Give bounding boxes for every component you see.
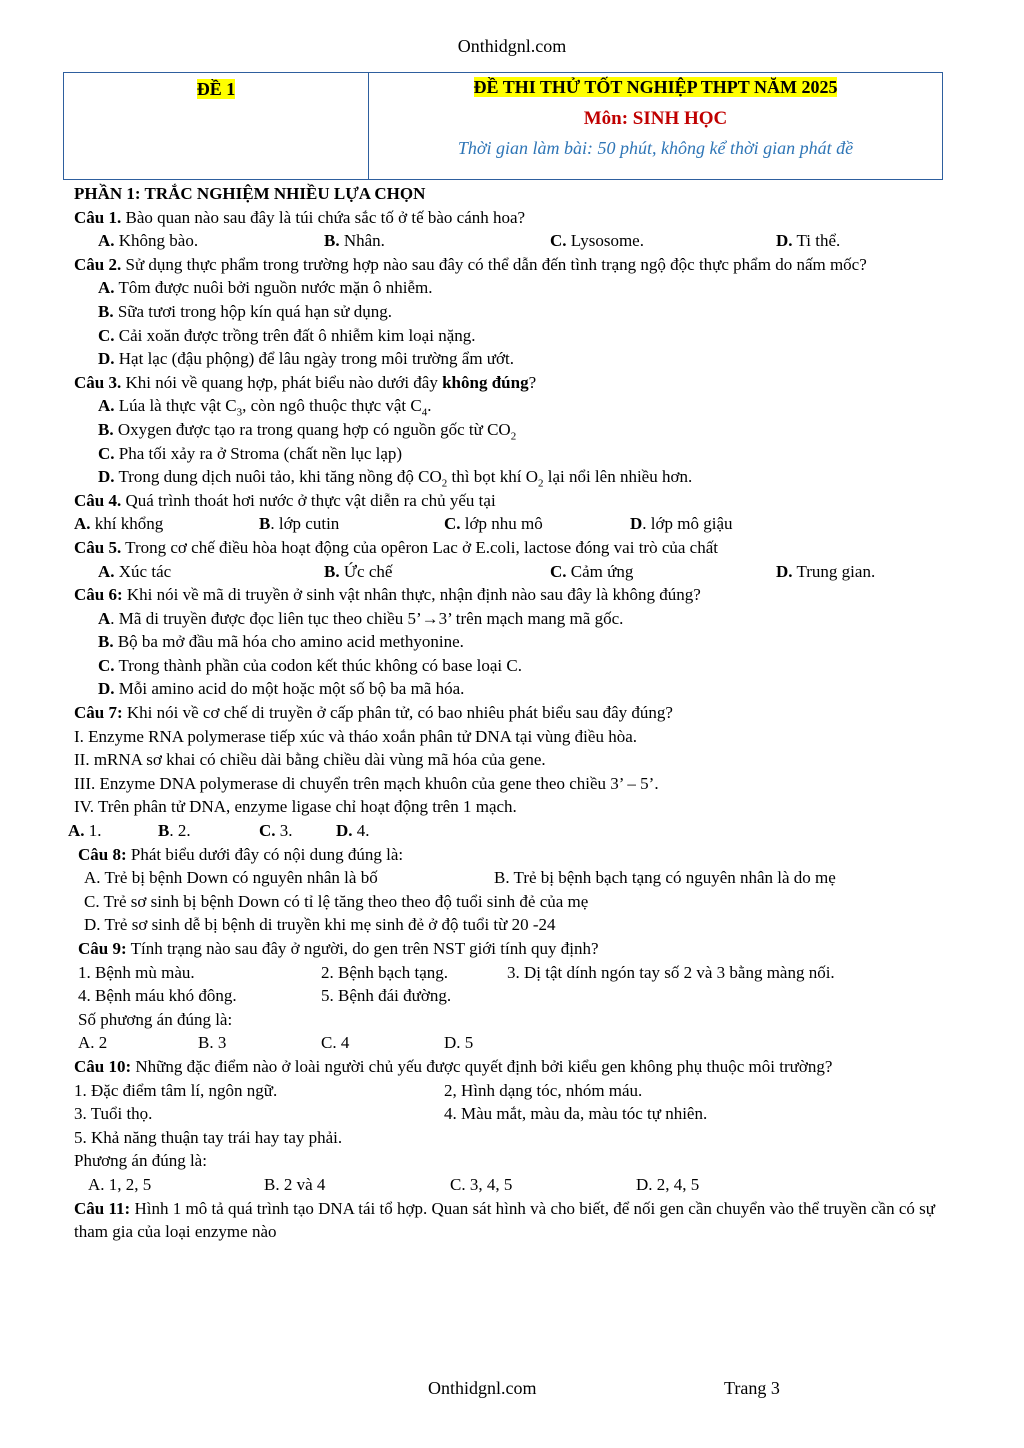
option-a: A. Tôm được nuôi bởi nguồn nước mặn ô nhiễm. (98, 278, 433, 298)
option-d: D. Trung gian. (776, 561, 876, 581)
q10-options (74, 1173, 954, 1197)
option-d: D. 4. (336, 821, 370, 841)
exam-title: ĐỀ THI THỬ TỐT NGHIỆP THPT NĂM 2025 (473, 77, 838, 97)
option-d: D. Hạt lạc (đậu phộng) để lâu ngày trong môi trường ẩm ướt. (98, 349, 514, 369)
option-c: C. Pha tối xảy ra ở Stroma (chất nền lục lạp) (98, 443, 403, 463)
option-b: B. lớp cutin (259, 514, 340, 534)
option-a: A. Không bào. (98, 231, 199, 251)
exam-header-box (63, 72, 943, 180)
question-text: Bào quan nào sau đây là túi chứa sắc tố ở tế bào cánh hoa? (121, 207, 526, 227)
question-5: Câu 5. Trong cơ chế điều hòa hoạt động của opêron Lac ở E.coli, lactose đóng vai trò của chất (74, 537, 718, 557)
option-a: A. Lúa là thực vật $C_3$, còn ngô thuộc thực vật $C_4$. (98, 396, 432, 419)
option-b: B. Bộ ba mở đầu mã hóa cho amino acid methyonine. (98, 632, 464, 652)
exam-code-cell (64, 73, 369, 179)
option-d: D. lớp mô giậu (630, 514, 733, 534)
option-a: A. khí khổng (74, 514, 164, 534)
option-d: D. Mỗi amino acid do một hoặc một số bộ ba mã hóa. (98, 679, 465, 699)
q4-options (74, 512, 954, 536)
question-4: Câu 4. Quá trình thoát hơi nước ở thực vật diễn ra chủ yếu tại (74, 490, 496, 510)
option-c: C. lớp nhu mô (444, 514, 543, 534)
q1-options (74, 229, 954, 253)
exam-content (68, 182, 954, 1244)
option-b: B. Trẻ bị bệnh bạch tạng có nguyên nhân là do mẹ (494, 868, 836, 888)
statement-2: II. mRNA sơ khai có chiều dài bằng chiều dài vùng mã hóa của gene. (74, 750, 546, 770)
option-c: C. 3, 4, 5 (450, 1174, 513, 1194)
q7-options (68, 819, 954, 843)
option-d: D. Ti thể. (776, 231, 841, 251)
option-d: D. 5 (444, 1033, 474, 1053)
option-d: D. Trong dung dịch nuôi tảo, khi tăng nồng độ $CO_2$ thì bọt khí $O_2$ lại nổi lên nhiều hơn. (98, 467, 693, 490)
question-label: Câu 1. (74, 207, 122, 227)
exam-title-cell (369, 73, 942, 179)
q10-prompt: Phương án đúng là: (74, 1151, 207, 1171)
question-6: Câu 6: Khi nói về mã di truyền ở sinh vật nhân thực, nhận định nào sau đây là không đúng? (74, 585, 701, 605)
statement-4: IV. Trên phân tử DNA, enzyme ligase chỉ hoạt động trên 1 mạch. (74, 797, 517, 817)
q9-options (74, 1031, 954, 1055)
option-b: B. 2. (158, 821, 191, 841)
q9-prompt: Số phương án đúng là: (78, 1009, 233, 1029)
option-c: C. Cảm ứng (550, 561, 634, 581)
site-header: Onthidgnl.com (457, 36, 567, 56)
question-3: Câu 3. Khi nói về quang hợp, phát biểu nào dưới đây không đúng? (74, 372, 537, 392)
option-c: C. Trẻ sơ sinh bị bệnh Down có tỉ lệ tăng theo theo độ tuổi sinh đẻ của mẹ (84, 891, 589, 911)
footer-site: Onthidgnl.com (428, 1378, 537, 1398)
q10-items-2: 3. Tuổi thọ. 4. Màu mắt, màu da, màu tóc tự nhiên. (74, 1104, 708, 1124)
option-b: B. Ức chế (324, 561, 393, 581)
footer-page: Trang 3 (724, 1378, 780, 1398)
option-b: B. Nhân. (324, 231, 385, 251)
section-title: PHẦN 1: TRẮC NGHIỆM NHIỀU LỰA CHỌN (74, 184, 426, 203)
option-c: C. Lysosome. (550, 231, 644, 251)
option-a: A. 1. (68, 821, 102, 841)
option-b: B. 3 (198, 1033, 227, 1053)
option-a: A. 2 (78, 1033, 108, 1053)
question-7: Câu 7: Khi nói về cơ chế di truyền ở cấp phân tử, có bao nhiêu phát biểu sau đây đúng? (74, 703, 673, 723)
question-2: Câu 2. Sử dụng thực phẩm trong trường hợp nào sau đây có thể dẫn đến tình trạng ngộ độc thực phẩm do nấm mốc? (74, 254, 867, 274)
option-a: A. 1, 2, 5 (88, 1174, 152, 1194)
option-a: A. Xúc tác (98, 561, 172, 581)
question-10: Câu 10: Những đặc điểm nào ở loài người chủ yếu được quyết định bởi kiểu gen không phụ thuộc môi trường? (74, 1056, 833, 1076)
question-9: Câu 9: Tính trạng nào sau đây ở người, do gen trên NST giới tính quy định? (78, 939, 599, 958)
option-b: B. Sữa tươi trong hộp kín quá hạn sử dụng. (98, 301, 392, 321)
option-a: A. Mã di truyền được đọc liên tục theo chiều 5’→3’ trên mạch mang mã gốc. (98, 608, 624, 628)
q9-items-1: 1. Bệnh mù màu. 2. Bệnh bạch tạng. 3. Dị tật dính ngón tay số 2 và 3 bằng màng nối. (78, 962, 835, 982)
option-d: D. Trẻ sơ sinh dễ bị bệnh di truyền khi mẹ sinh đẻ ở độ tuổi từ 20 -24 (84, 915, 556, 935)
q9-items-2: 4. Bệnh máu khó đông. 5. Bệnh đái đường. (78, 986, 452, 1006)
q10-items-1: 1. Đặc điểm tâm lí, ngôn ngữ. 2, Hình dạng tóc, nhóm máu. (74, 1080, 643, 1100)
question-11: Câu 11: Hình 1 mô tả quá trình tạo DNA tái tổ hợp. Quan sát hình và cho biết, để nối gen cần chuyển vào thể truyền cần có sự tham gia của loại enzyme nào (74, 1198, 935, 1242)
option-b: B. 2 và 4 (264, 1174, 326, 1194)
exam-code: ĐỀ 1 (196, 79, 236, 99)
question-1 (74, 206, 954, 230)
option-c: C. 4 (321, 1033, 350, 1053)
option-c: C. 3. (259, 821, 293, 841)
option-a: A. Trẻ bị bệnh Down có nguyên nhân là bố (84, 868, 378, 888)
q8-options-ab (74, 866, 954, 890)
exam-subject: Môn: SINH HỌC (583, 108, 728, 129)
question-8: Câu 8: Phát biểu dưới đây có nội dung đúng là: (78, 844, 404, 864)
exam-time: Thời gian làm bài: 50 phút, không kể thời gian phát đề (457, 138, 854, 158)
statement-1: I. Enzyme RNA polymerase tiếp xúc và tháo xoắn phân tử DNA tại vùng điều hòa. (74, 726, 638, 746)
statement-3: III. Enzyme DNA polymerase di chuyển trên mạch khuôn của gene theo chiều 3’ – 5’. (74, 773, 659, 793)
q10-item-5: 5. Khả năng thuận tay trái hay tay phải. (74, 1127, 343, 1147)
option-d: D. 2, 4, 5 (636, 1174, 700, 1194)
option-b: B. Oxygen được tạo ra trong quang hợp có nguồn gốc từ $CO_2$ (98, 419, 517, 443)
option-c: C. Trong thành phần của codon kết thúc không có base loại C. (98, 655, 522, 675)
q5-options (74, 560, 954, 584)
option-c: C. Cải xoăn được trồng trên đất ô nhiễm kim loại nặng. (98, 325, 476, 345)
